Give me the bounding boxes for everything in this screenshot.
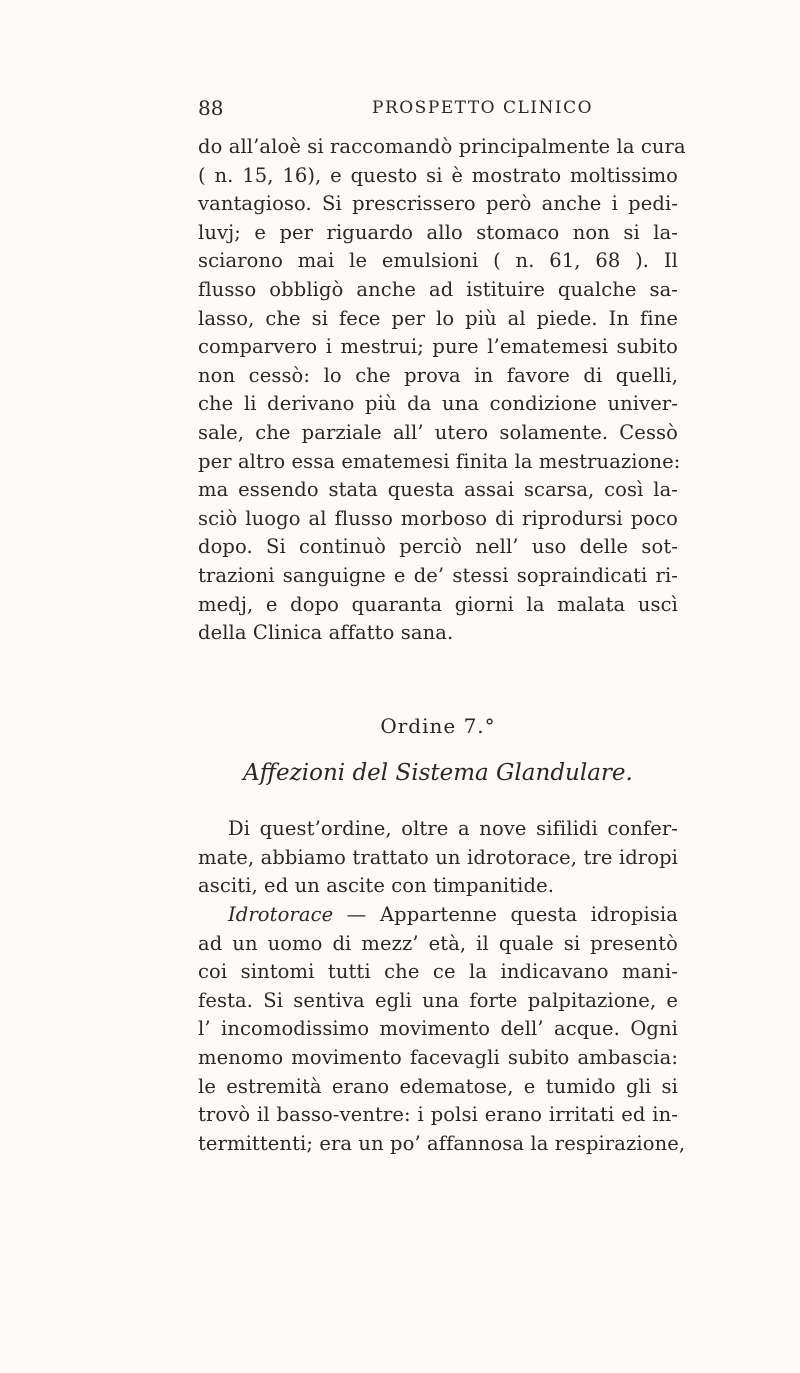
text-line: le estremità erano edematose, e tumido gli si: [198, 1074, 678, 1098]
text-line: [198, 901, 678, 930]
text-line: medj, e dopo quaranta giorni la malata uscì: [198, 592, 678, 616]
text-line: l’ incomodissimo movimento dell’ acque. Ogni: [198, 1017, 678, 1041]
text-line: lasso, che si fece per lo più al piede. In fine: [198, 306, 678, 330]
text-line: asciti, ed un ascite con timpanitide.: [198, 874, 555, 898]
text-line: comparvero i mestrui; pure l’ematemesi subito: [198, 335, 678, 359]
text-line: sciarono mai le emulsioni ( n. 61, 68 ). Il: [198, 249, 678, 273]
section-subheading: Affezioni del Sistema Glandulare.: [243, 760, 633, 786]
text-line: flusso obbligò anche ad istituire qualche sa-: [198, 277, 678, 301]
text-line: trovò il basso-ventre: i polsi erano irritati ed in-: [198, 1103, 678, 1127]
text-line: trazioni sanguigne e de’ stessi sopraindicati ri-: [198, 563, 678, 587]
text-line: termittenti; era un po’ affannosa la respirazione,: [198, 1131, 686, 1155]
text-line: luvj; e per riguardo allo stomaco non si la-: [198, 220, 678, 244]
text-line: che li derivano più da una condizione univer-: [198, 392, 678, 416]
running-head: PROSPETTO CLINICO: [372, 98, 594, 118]
text-line: vantagioso. Si prescrissero però anche i pedi-: [198, 192, 678, 216]
page-header: [198, 96, 678, 126]
text-line: ma essendo stata questa assai scarsa, così la-: [198, 478, 678, 502]
lead-term: Idrotorace: [228, 903, 334, 926]
paragraph-continuation: [198, 133, 686, 648]
paragraph-intro: [198, 815, 678, 901]
text-line: festa. Si sentiva egli una forte palpitazione, e: [198, 988, 678, 1012]
text-line: della Clinica affatto sana.: [198, 621, 454, 645]
section-heading: Ordine 7.°: [380, 714, 496, 738]
text-line: dopo. Si continuò perciò nell’ uso delle sot-: [198, 535, 678, 559]
text-line: sale, che parziale all’ utero solamente. Cessò: [198, 420, 678, 444]
text-line: mate, abbiamo trattato un idrotorace, tre idropi: [198, 845, 678, 869]
lead-rest: — Appartenne questa idropisia: [333, 903, 678, 926]
text-line: non cessò: lo che prova in favore di quelli,: [198, 363, 678, 387]
paragraph-idrotorace: [198, 901, 686, 1158]
text-line: ( n. 15, 16), e questo si è mostrato moltissimo: [198, 163, 678, 187]
page-number: 88: [198, 96, 224, 120]
text-line: sciò luogo al flusso morboso di riprodursi poco: [198, 506, 678, 530]
text-line: Di quest’ordine, oltre a nove sifilidi confer-: [228, 817, 678, 840]
text-line: coi sintomi tutti che ce la indicavano mani-: [198, 960, 678, 984]
text-line: do all’aloè si raccomandò principalmente la cura: [198, 135, 686, 158]
text-line: per altro essa ematemesi finita la mestruazione:: [198, 449, 681, 473]
text-line: ad un uomo di mezz’ età, il quale si presentò: [198, 931, 678, 955]
text-line: menomo movimento facevagli subito ambascia:: [198, 1045, 678, 1069]
